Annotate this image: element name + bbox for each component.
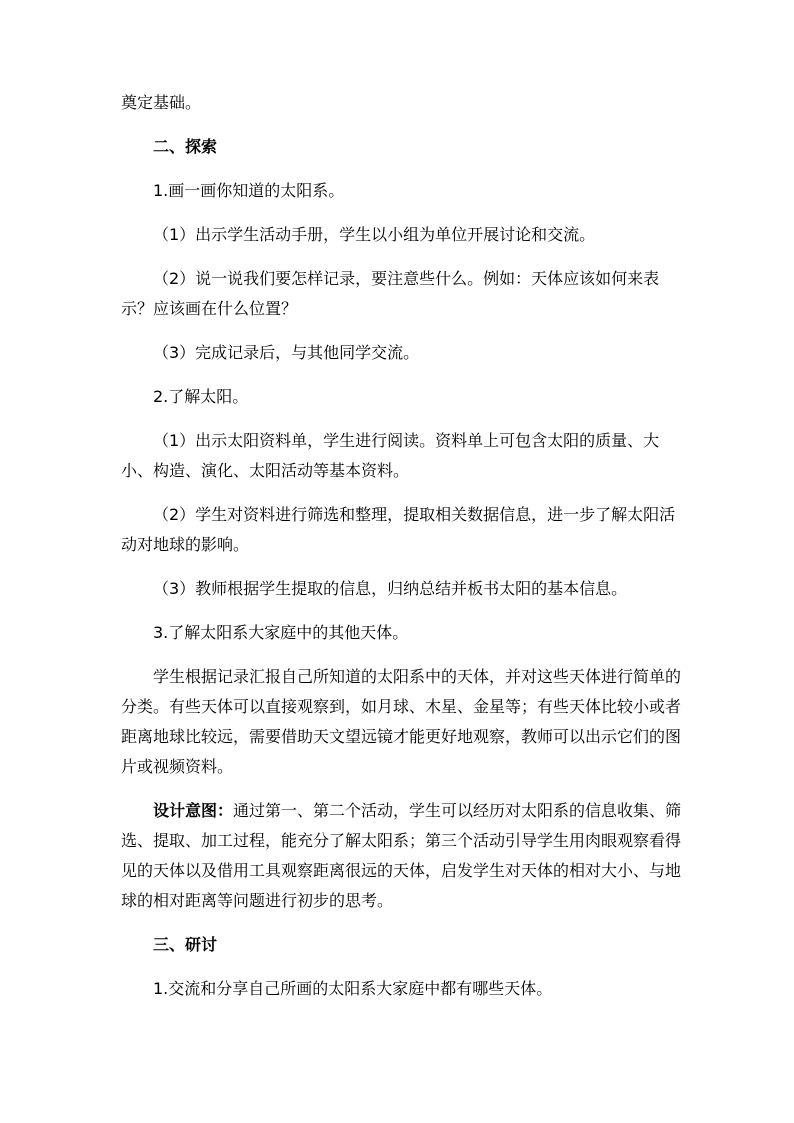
design-intent-label: 设计意图： (153, 801, 234, 820)
discussion-item-1: 1.交流和分享自己所画的太阳系大家庭中都有哪些天体。 (153, 979, 553, 998)
design-intent-text: 通过第一、第二个活动，学生可以经历对太阳系的信息收集、筛选、提取、加工过程，能充分了解太阳系；第三个活动引导学生用肉眼观察看得见的天体以及借用工具观察距离很远的天体，启发学生对天体的相对大小、与地球的相对距离等问题进行初步的思考。 (121, 801, 682, 910)
paragraph-continuation: 奠定基础。 (121, 93, 202, 112)
activity-1-step-2: （2）说一说我们要怎样记录，要注意些什么。例如：天体应该如何来表示？应该画在什么位置？ (121, 269, 660, 318)
activity-1-title: 1.画一画你知道的太阳系。 (153, 181, 345, 200)
activity-2-step-2: （2）学生对资料进行筛选和整理，提取相关数据信息，进一步了解太阳活动对地球的影响。 (121, 505, 676, 554)
section-heading-explore: 二、探索 (153, 137, 218, 156)
activity-3-title: 3.了解太阳系大家庭中的其他天体。 (153, 623, 409, 642)
section-heading-discuss: 三、研讨 (153, 935, 218, 954)
activity-2-step-3: （3）教师根据学生提取的信息，归纳总结并板书太阳的基本信息。 (153, 579, 628, 598)
activity-1-step-3: （3）完成记录后，与其他同学交流。 (153, 343, 420, 362)
activity-2-title: 2.了解太阳。 (153, 387, 249, 406)
activity-2-step-1: （1）出示太阳资料单，学生进行阅读。资料单上可包含太阳的质量、大小、构造、演化、太阳活动等基本资料。 (121, 431, 660, 480)
design-intent-paragraph (121, 796, 686, 916)
document-body (121, 88, 686, 1018)
activity-1-step-1: （1）出示学生活动手册，学生以小组为单位开展讨论和交流。 (153, 225, 596, 244)
activity-3-description: 学生根据记录汇报自己所知道的太阳系中的天体，并对这些天体进行简单的分类。有些天体可以直接观察到，如月球、木星、金星等；有些天体比较小或者距离地球比较远，需要借助天文望远镜才能更好地观察，教师可以出示它们的图片或视频资料。 (121, 667, 682, 776)
